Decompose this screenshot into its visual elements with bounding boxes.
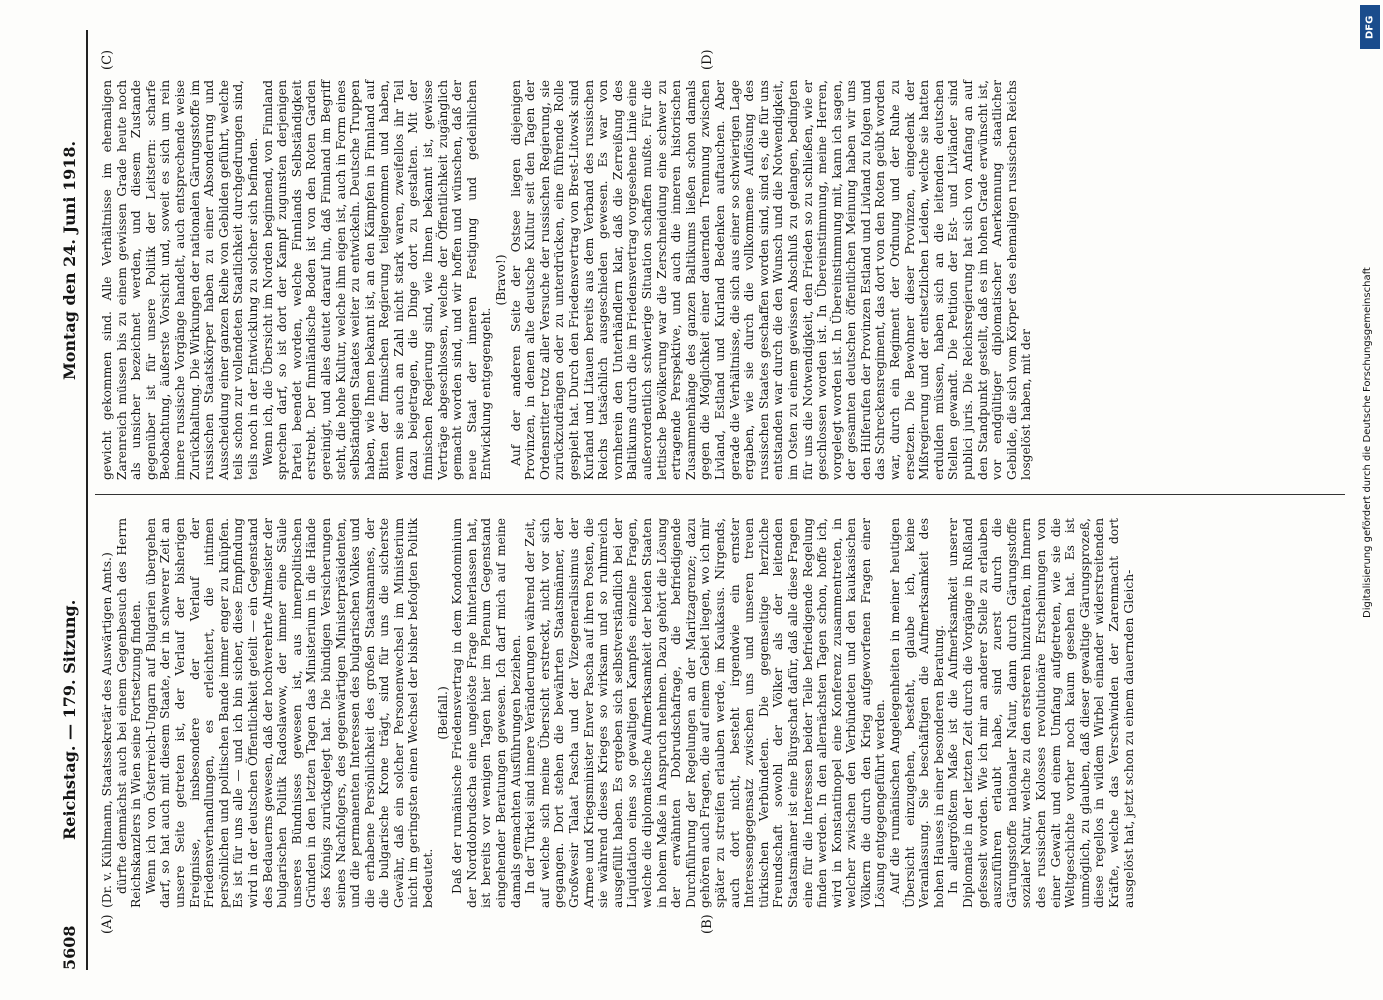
page-header bbox=[60, 0, 82, 1000]
margin-marker-c: (C) bbox=[100, 49, 115, 70]
paragraph: Auf die rumänischen Angelegenheiten in meiner heutigen Übersicht einzugehen, besteht, glaube ich, keine Veranlassung. Sie beschäftigen die Aufmerksamkeit des hohen Hauses in einer besonderen Beratung. bbox=[888, 518, 946, 908]
paragraph: Wenn ich von Österreich-Ungarn auf Bulgarien übergehen darf, so hat auch mit diesem Staate, der in schwerer Zeit an unsere Seite getreten ist, der Verlauf der bisherigen Ereignisse, insbesondere der Verlauf der Friedensverhandlungen, es erleichtert, die intimen persönlichen und politischen Bande immer enger zu knüpfen. Es ist für uns alle — und ich bin sicher, diese Empfindung wird in der deutschen Öffentlichkeit geteilt — ein Gegenstand des Bedauerns gewesen, daß der hochverehrte Altmeister der bulgarischen Politik Radoslawow, der immer eine Säule unseres Bündnisses gewesen ist, aus innerpolitischen Gründen in den letzten Tagen das Ministerium in die Hände des Königs zurückgelegt hat. Die bündigen Versicherungen seines Nachfolgers, des gegenwärtigen Ministerpräsidenten, und die permanenten Interessen des bulgarischen Volkes und die erhabene Persönlichkeit des großen Staatsmannes, der die bulgarische Krone trägt, sind für uns die sicherste Gewähr, daß ein solcher Personenwechsel im Ministerium nicht im geringsten einen Wechsel der bisher befolgten Politik bedeutet. bbox=[143, 518, 436, 908]
paragraph: In allergrößtem Maße ist die Aufmerksamkeit unserer Diplomatie in der letzten Zeit durch die Vorgänge in Rußland gefesselt worden. Wie ich mir an anderer Stelle zu erlauben auszuführen erlaubt habe, sind zuerst durch die Gärungsstoffe nationaler Natur, dann durch Gärungsstoffe sozialer Natur, welche zu den ersteren hinzutraten, im Innern des russischen Kolosses revolutionäre Erscheinungen von einer Gewalt und einem Umfang aufgetreten, wie sie die Weltgeschichte vorher noch kaum gesehen hat. Es ist unmöglich, zu glauben, daß dieser gewaltige Gärungsprozeß, diese regellos in wildem Wirbel einander widerstreitenden Kräfte, welche das Verschwinden der Zarenmacht dort ausgelöst hat, jetzt schon zu einem dauernden Gleich- bbox=[946, 518, 1136, 908]
session-date: Montag den 24. Juni 1918. bbox=[60, 140, 79, 380]
digitization-credit: Digitalisierung gefördert durch die Deutsche Forschungsgemeinschaft bbox=[1362, 267, 1373, 618]
header-rule bbox=[86, 30, 88, 970]
digitization-sidebar bbox=[1358, 0, 1383, 1000]
margin-marker-a: (A) bbox=[100, 914, 115, 934]
interjection: (Bravo!) bbox=[494, 254, 509, 306]
dfg-logo: DFG bbox=[1360, 5, 1380, 49]
paragraph: Daß der rumänische Friedensvertrag in dem Kondominium der Norddobrudscha eine ungelöste Frage hinterlassen hat, ist bereits vor wenigen Tagen hier im Plenum Gegenstand eingehender Beratungen gewesen. Ich darf mich auf meine damals gemachten Ausführungen beziehen. bbox=[450, 518, 523, 908]
paragraph: Wenn ich, die Übersicht im Norden beginnend, von Finnland sprechen darf, so ist dort der Kampf zugunsten derjenigen Partei beendet worden, welche Finnlands Selbständigkeit erstrebt. Der finnländische Boden ist von den Roten Garden gereinigt, und alles deutet darauf hin, daß Finnland im Begriff steht, die hohe Kultur, welche ihm eigen ist, auch in Form eines selbständigen Staates weiter zu entwickeln. Deutsche Truppen haben, wie Ihnen bekannt ist, an den Kämpfen in Finnland auf Bitten der finnischen Regierung teilgenommen und haben, wenn sie auch an Zahl nicht stark waren, zweifellos ihr Teil dazu beigetragen, die Dinge dort zu gestalten. Mit der finnischen Regierung sind, wie Ihnen bekannt ist, gewisse Verträge abgeschlossen, welche der Öffentlichkeit zugänglich gemacht worden sind, und wir hoffen und wünschen, daß der neue Staat der inneren Festigung und gedeihlichen Entwicklung entgegengeht. bbox=[260, 80, 494, 480]
speaker-line: (Dr. v. Kühlmann, Staatssekretär des Auswärtigen Amts.) bbox=[100, 552, 114, 908]
paragraph: Auf der anderen Seite der Ostsee liegen diejenigen Provinzen, in denen alte deutsche Kultur seit den Tagen der Ordensritter trotz aller Versuche der russischen Regierung, sie zurückzudrängen oder zu unterdrücken, eine führende Rolle gespielt hat. Durch den Friedensvertrag von Brest-Litowsk sind Kurland und Litauen bereits aus dem Verband des russischen Reichs tatsächlich ausgeschieden gewesen. Es war von vornherein den Unterhändlern klar, daß die Zerreißung des Baltikums durch die im Friedensvertrag vorgesehene Linie eine außerordentlich schwierige Situation schaffen mußte. Für die lettische Bevölkerung war die Zerschneidung eine schwer zu ertragende Perspektive, und auch die inneren historischen Zusammenhänge des ganzen Baltikums ließen schon damals gegen die Möglichkeit einer dauernden Trennung zwischen Livland, Estland und Kurland Bedenken auftauchen. Aber gerade die Verhältnisse, die sich aus einer so schwierigen Lage ergaben, wie sie durch die vollkommene Auflösung des russischen Staates geschaffen worden sind, sind es, die für uns entstanden war durch die den Wunsch und die Notwendigkeit, im Osten zu einem gewissen Abschluß zu gelangen, bedingten für uns die Notwendigkeit, den Frieden so zu schließen, wie er geschlossen worden ist. In Übereinstimmung, meine Herren, vorgelegt worden ist. In Übereinstimmung mit, kann ich sagen, der gesamten deutschen öffentlichen Meinung haben wir uns den Hilferufen der Provinzen Estland und Livland zu folgen und das Schreckensregiment, das dort von den Roten geübt worden war, durch ein Regiment der Ordnung und der Ruhe zu ersetzen. Die Bewohner dieser Provinzen, eingedenk der Mißregierung und der entsetzlichen Leiden, welche sie hatten erdulden müssen, haben sich an die leitenden deutschen Stellen gewandt. Die Petition der Est- und Livländer sind publici juris. Die Reichsregierung hat sich von Anfang an auf den Standpunkt gestellt, daß es im hohen Grade erwünscht ist, vor endgültiger diplomatischer Anerkennung staatlicher Gebilde, die sich vom Körper des ehemaligen russischen Reichs losgelöst haben, mit der bbox=[508, 80, 1034, 480]
left-column bbox=[100, 518, 1340, 908]
margin-marker-d: (D) bbox=[700, 49, 715, 70]
margin-marker-b: (B) bbox=[700, 914, 715, 934]
interjection: (Beifall.) bbox=[435, 686, 450, 740]
paragraph: gewicht gekommen sind. Alle Verhältnisse im ehemaligen Zarenreich müssen bis zu einem gewissen Grade heute noch als unsicher bezeichnet werden, und diesem Zustande gegenüber ist für unsere Politik der Leitstern: scharfe Beobachtung, äußerste Vorsicht und, soweit es sich um rein innere russische Vorgänge handelt, auch entsprechende weise Zurückhaltung. Die Wirkungen der nationalen Gärungsstoffe im russischen Staatskörper haben zu einer Absonderung und Ausscheidung einer ganzen Reihe von Gebilden geführt, welche teils schon zur vollendeten Staatlichkeit durchgedrungen sind, teils noch in der Entwicklung zu solcher sich befinden. bbox=[100, 80, 260, 480]
paragraph: In der Türkei sind innere Veränderungen während der Zeit, auf welche sich meine Übersicht erstreckt, nicht vor sich gegangen. Dort stehen die bewährten Staatsmänner, der Großwesir Talaat Pascha und der Vizegeneralissimus der Armee und Kriegsminister Enver Pascha auf ihren Posten, die sie während dieses Krieges so wirksam und so ruhmreich ausgefüllt haben. Es ergeben sich selbstverständlich bei der Liquidation eines so gewaltigen Kampfes einzelne Fragen, welche die diplomatische Aufmerksamkeit der beiden Staaten in hohem Maße in Anspruch nehmen. Dazu gehört die Lösung der erwähnten Dobrudschafrage, die befriedigende Durchführung der Regelungen an der Maritzagrenze; dazu gehören auch Fragen, die auf einem Gebiet liegen, wo ich mir später zu streifen erlauben werde, im Kaukasus. Nirgends, auch dort nicht, besteht irgendwie ein ernster Interessengegensatz zwischen uns und unseren treuen türkischen Verbündeten. Die gegenseitige herzliche Freundschaft sowohl der Völker als der leitenden Staatsmänner ist eine Bürgschaft dafür, daß alle diese Fragen eine für die Interessen beider Teile befriedigende Regelung finden werden. In den allernächsten Tagen schon, hoffe ich, wird in Konstantinopel eine Konferenz zusammentreten, in welcher zwischen den Verbündeten und den kaukasischen Völkern die durch den Krieg aufgeworfenen Fragen einer Lösung entgegengeführt werden. bbox=[523, 518, 888, 908]
session-title: Reichstag. — 179. Sitzung. bbox=[60, 599, 79, 840]
paragraph: dürfte demnächst auch bei einem Gegenbesuch des Herrn Reichskanzlers in Wien seine Fortsetzung finden. bbox=[114, 518, 144, 908]
right-column bbox=[100, 80, 1340, 480]
page-number: 5608 bbox=[60, 925, 79, 970]
column-separator bbox=[95, 494, 1345, 495]
